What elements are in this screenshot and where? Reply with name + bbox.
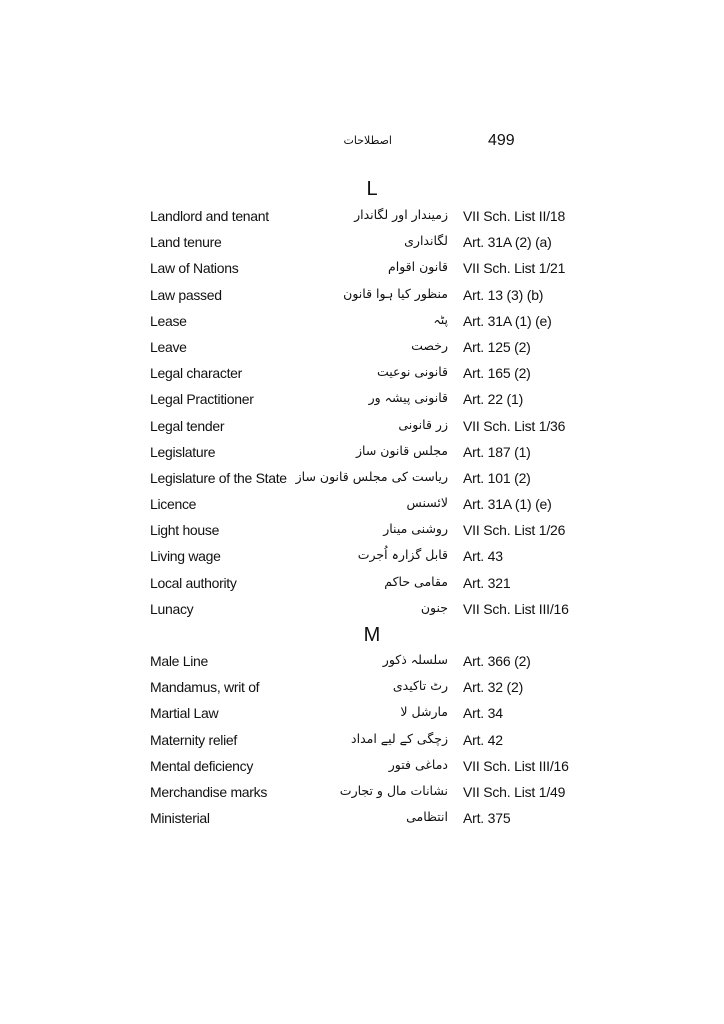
glossary-entry bbox=[0, 782, 724, 808]
article-reference: Art. 42 bbox=[463, 731, 503, 748]
urdu-term: قانون اقوام bbox=[388, 259, 448, 275]
glossary-entry bbox=[0, 808, 724, 834]
english-term: Mandamus, writ of bbox=[150, 679, 260, 696]
urdu-term: سلسلہ ذکور bbox=[382, 652, 448, 667]
urdu-term: جنون bbox=[420, 599, 448, 615]
english-term: Legislature bbox=[150, 443, 216, 460]
article-reference: Art. 375 bbox=[463, 810, 511, 827]
glossary-entry bbox=[0, 651, 724, 677]
section-letter-l: L bbox=[366, 178, 378, 200]
urdu-term: رخصت bbox=[411, 337, 448, 353]
english-term: Licence bbox=[150, 496, 197, 513]
glossary-entry bbox=[0, 599, 724, 625]
urdu-term: لائسنس bbox=[406, 495, 448, 511]
glossary-entry bbox=[0, 416, 724, 442]
english-term: Law of Nations bbox=[150, 260, 239, 277]
english-term: Maternity relief bbox=[150, 731, 238, 748]
urdu-term: رٹ تاکیدی bbox=[392, 678, 448, 694]
english-term: Mental deficiency bbox=[150, 757, 254, 774]
english-term: Landlord and tenant bbox=[150, 208, 269, 224]
page-header bbox=[0, 130, 724, 156]
glossary-entry bbox=[0, 494, 724, 520]
glossary-entry bbox=[0, 468, 724, 494]
urdu-term: پٹہ bbox=[433, 311, 448, 327]
urdu-term: لگانداری bbox=[404, 233, 448, 249]
glossary-entry bbox=[0, 232, 724, 258]
glossary-entry bbox=[0, 337, 724, 363]
glossary-list-l bbox=[0, 206, 724, 625]
article-reference: Art. 32 (2) bbox=[463, 679, 524, 696]
english-term: Light house bbox=[150, 522, 220, 539]
article-reference: VII Sch. List III/16 bbox=[463, 600, 569, 617]
article-reference: VII Sch. List 1/21 bbox=[463, 260, 566, 277]
page-number: 499 bbox=[488, 132, 515, 149]
article-reference: Art. 22 (1) bbox=[463, 391, 524, 408]
english-term: Living wage bbox=[150, 548, 221, 565]
english-term: Male Line bbox=[150, 653, 209, 669]
urdu-term: مجلس قانون ساز bbox=[355, 442, 448, 458]
english-term: Legal Practitioner bbox=[150, 391, 254, 408]
urdu-term: روشنی مینار bbox=[383, 521, 448, 537]
glossary-entry bbox=[0, 285, 724, 311]
article-reference: Art. 187 (1) bbox=[463, 443, 531, 460]
article-reference: VII Sch. List 1/49 bbox=[463, 783, 566, 800]
english-term: Lunacy bbox=[150, 600, 194, 617]
glossary-entry bbox=[0, 573, 724, 599]
english-term: Legal character bbox=[150, 365, 243, 382]
english-term: Ministerial bbox=[150, 810, 210, 827]
english-term: Leave bbox=[150, 338, 187, 355]
urdu-term: زچگی کے لیے امداد bbox=[351, 730, 448, 746]
article-reference: Art. 366 (2) bbox=[463, 653, 531, 669]
urdu-term: مارشل لا bbox=[400, 704, 448, 720]
urdu-term: مقامی حاکم bbox=[384, 573, 448, 589]
running-title: اصطلاحات bbox=[343, 134, 392, 147]
article-reference: Art. 165 (2) bbox=[463, 365, 531, 382]
article-reference: Art. 43 bbox=[463, 548, 503, 565]
article-reference: VII Sch. List III/16 bbox=[463, 757, 569, 774]
urdu-term: دماغی فتور bbox=[388, 756, 448, 772]
english-term: Land tenure bbox=[150, 234, 222, 251]
english-term: Lease bbox=[150, 312, 187, 329]
english-term: Martial Law bbox=[150, 705, 219, 722]
article-reference: Art. 34 bbox=[463, 705, 503, 722]
glossary-entry bbox=[0, 520, 724, 546]
glossary-entry bbox=[0, 311, 724, 337]
urdu-term: زر قانونی bbox=[398, 416, 448, 432]
english-term: Legal tender bbox=[150, 417, 225, 434]
glossary-entry bbox=[0, 389, 724, 415]
glossary-entry bbox=[0, 677, 724, 703]
glossary-entry bbox=[0, 363, 724, 389]
english-term: Merchandise marks bbox=[150, 783, 268, 800]
urdu-term: انتظامی bbox=[406, 809, 448, 825]
urdu-term: زمیندار اور لگاندار bbox=[354, 207, 448, 222]
article-reference: Art. 31A (1) (e) bbox=[463, 312, 552, 329]
urdu-term: منظور کیا ہوا قانون bbox=[343, 285, 448, 301]
article-reference: Art. 101 (2) bbox=[463, 469, 531, 486]
english-term: Local authority bbox=[150, 574, 237, 591]
section-letter-m: M bbox=[363, 624, 381, 646]
article-reference: Art. 321 bbox=[463, 574, 511, 591]
urdu-term: قانونی پیشہ ور bbox=[368, 390, 448, 406]
article-reference: Art. 31A (2) (a) bbox=[463, 234, 552, 251]
urdu-term: قابل گزارہ اُجرت bbox=[357, 547, 448, 563]
urdu-term: قانونی نوعیت bbox=[376, 364, 448, 380]
article-reference: Art. 13 (3) (b) bbox=[463, 286, 544, 303]
glossary-entry bbox=[0, 442, 724, 468]
urdu-term: ریاست کی مجلس قانون ساز bbox=[295, 468, 448, 484]
urdu-term: نشانات مال و تجارت bbox=[339, 782, 448, 798]
glossary-entry bbox=[0, 258, 724, 284]
article-reference: VII Sch. List II/18 bbox=[463, 208, 566, 224]
glossary-entry bbox=[0, 730, 724, 756]
glossary-entry bbox=[0, 703, 724, 729]
article-reference: VII Sch. List 1/36 bbox=[463, 417, 566, 434]
article-reference: Art. 125 (2) bbox=[463, 338, 531, 355]
glossary-entry bbox=[0, 756, 724, 782]
english-term: Law passed bbox=[150, 286, 222, 303]
english-term: Legislature of the State bbox=[150, 469, 287, 486]
article-reference: VII Sch. List 1/26 bbox=[463, 522, 566, 539]
glossary-entry bbox=[0, 546, 724, 572]
glossary-list-m bbox=[0, 651, 724, 834]
glossary-entry bbox=[0, 206, 724, 232]
article-reference: Art. 31A (1) (e) bbox=[463, 496, 552, 513]
